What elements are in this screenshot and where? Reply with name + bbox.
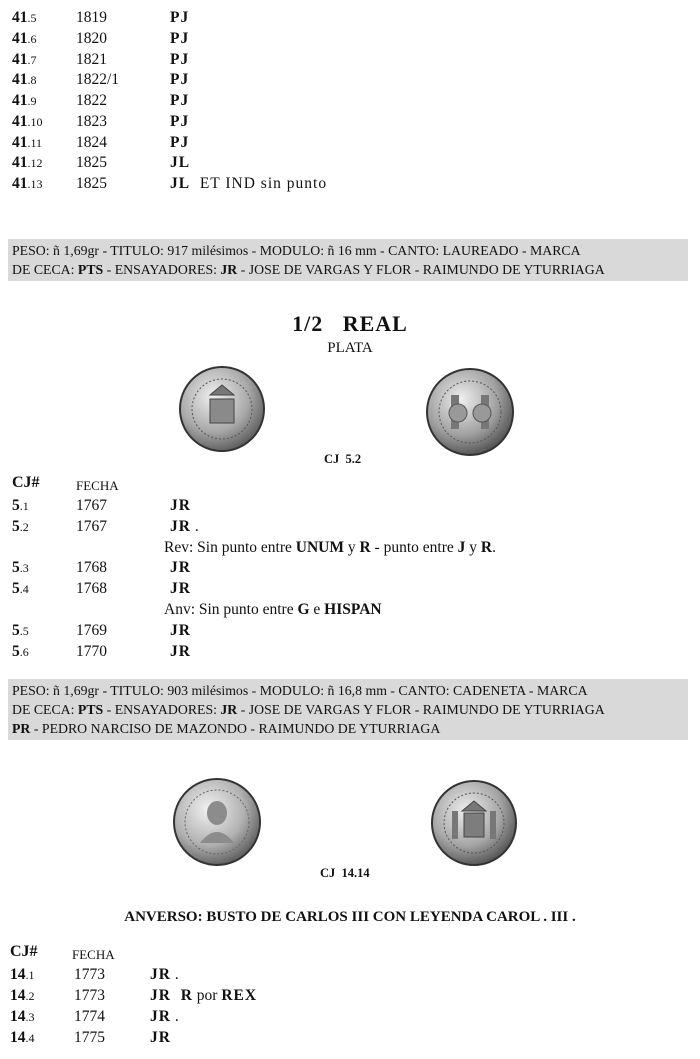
table-row: 41.12 1825 JL	[12, 154, 191, 171]
table-row: 5.1 1767 JR	[12, 497, 191, 514]
table-row: 14.2 1773 JR R por REX	[10, 987, 258, 1004]
table-row: 5.3 1768 JR	[12, 559, 191, 576]
table-row: 14.3 1774 JR .	[10, 1008, 179, 1025]
table-row: 5.2 1767 JR .	[12, 518, 199, 535]
table-row: 5.5 1769 JR	[12, 622, 191, 639]
table-row: 41.11 1824 PJ	[12, 134, 190, 151]
table-row: 41.6 1820 PJ	[12, 30, 190, 47]
variety-note: Rev: Sin punto entre UNUM y R - punto entre J y R.	[164, 539, 496, 556]
column-header-fecha: FECHA	[72, 947, 115, 962]
coin-caption: CJ 14.14	[320, 866, 370, 880]
coin-obverse-bust-image	[172, 777, 262, 867]
coin-reverse-image	[425, 367, 515, 457]
table-row: 14.1 1773 JR .	[10, 966, 179, 983]
coin-obverse-image	[178, 365, 266, 453]
table-row: 5.6 1770 JR	[12, 643, 191, 660]
table-row: 5.4 1768 JR	[12, 580, 191, 597]
column-header-fecha: FECHA	[76, 478, 119, 493]
column-header-cj: CJ#	[12, 474, 40, 491]
table-row: 41.10 1823 PJ	[12, 113, 190, 130]
table-row: 41.9 1822 PJ	[12, 92, 190, 109]
table-row: 41.13 1825 JL ET IND sin punto	[12, 175, 328, 192]
info-box-2: PESO: ñ 1,69gr - TITULO: 903 milésimos - MODULO: ñ 16,8 mm - CANTO: CADENETA - MARCA DE CECA: PTS - ENSAYADORES: JR - JOSE DE VARGAS Y FLOR - RAIMUNDO DE YTURRIAGA PR - PEDRO NARCISO DE MAZONDO - RAIMUNDO DE YTURRIAGA	[8, 679, 688, 740]
coin-caption: CJ 5.2	[324, 452, 362, 466]
table-row: 41.8 1822/1 PJ	[12, 71, 190, 88]
table-row: 41.5 1819 PJ	[12, 9, 190, 26]
variety-note: Anv: Sin punto entre G e HISPAN	[164, 601, 382, 618]
table-row: 41.7 1821 PJ	[12, 51, 190, 68]
column-header-cj: CJ#	[10, 943, 38, 960]
table-row: 14.4 1775 JR	[10, 1029, 171, 1046]
page-title: 1/2 REAL	[292, 311, 408, 336]
coin-reverse-shield-image	[430, 779, 518, 867]
page-subtitle: PLATA	[327, 340, 373, 356]
info-box-1: PESO: ñ 1,69gr - TITULO: 917 milésimos - MODULO: ñ 16 mm - CANTO: LAUREADO - MARCA DE CECA: PTS - ENSAYADORES: JR - JOSE DE VARGAS Y FLOR - RAIMUNDO DE YTURRIAGA	[8, 239, 688, 281]
section-heading: ANVERSO: BUSTO DE CARLOS III CON LEYENDA CAROL . III .	[124, 909, 576, 925]
